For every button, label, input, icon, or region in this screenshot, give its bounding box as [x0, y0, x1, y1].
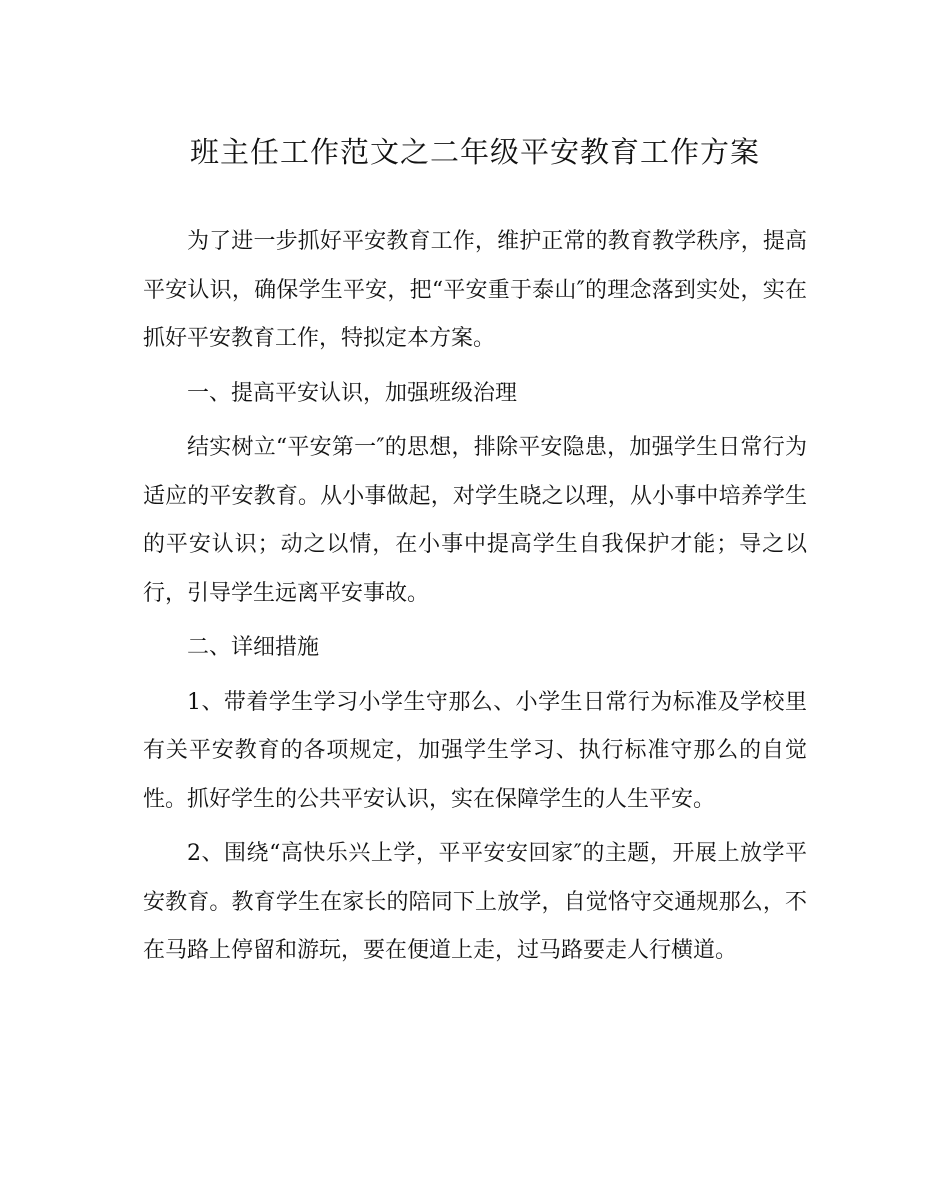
- section-heading-2: 二、详细措施: [187, 635, 320, 660]
- document-title: 班主任工作范文之二年级平安教育工作方案: [189, 135, 760, 169]
- intro-paragraph: 为了进一步抓好平安教育工作，维护正常的教育教学秩序，提高平安认识，确保学生平安，把“平安重于泰山″的理念落到实处，实在抓好平安教育工作，特拟定本方案。: [143, 229, 807, 351]
- section-heading-1: 一、提高平安认识，加强班级治理: [187, 380, 518, 406]
- measure-1-paragraph: 1、带着学生学习小学生守那么、小学生日常行为标准及学校里有关平安教育的各项规定，加强学生学习、执行标准守那么的自觉性。抓好学生的公共平安认识，实在保障学生的人生平安。: [143, 689, 807, 812]
- section-1-paragraph: 结实树立“平安第一″的思想，排除平安隐患，加强学生日常行为适应的平安教育。从小事做起，对学生晓之以理，从小事中培养学生的平安认识；动之以情，在小事中提高学生自我保护才能；导之以行，引导学生远离平安事故。: [143, 435, 807, 606]
- measure-2-paragraph: 2、围绕“高快乐兴上学，平平安安回家″的主题，开展上放学平安教育。教育学生在家长的陪同下上放学，自觉恪守交通规那么，不在马路上停留和游玩，要在便道上走，过马路要走人行横道。: [143, 841, 807, 963]
- document-body: [143, 218, 807, 982]
